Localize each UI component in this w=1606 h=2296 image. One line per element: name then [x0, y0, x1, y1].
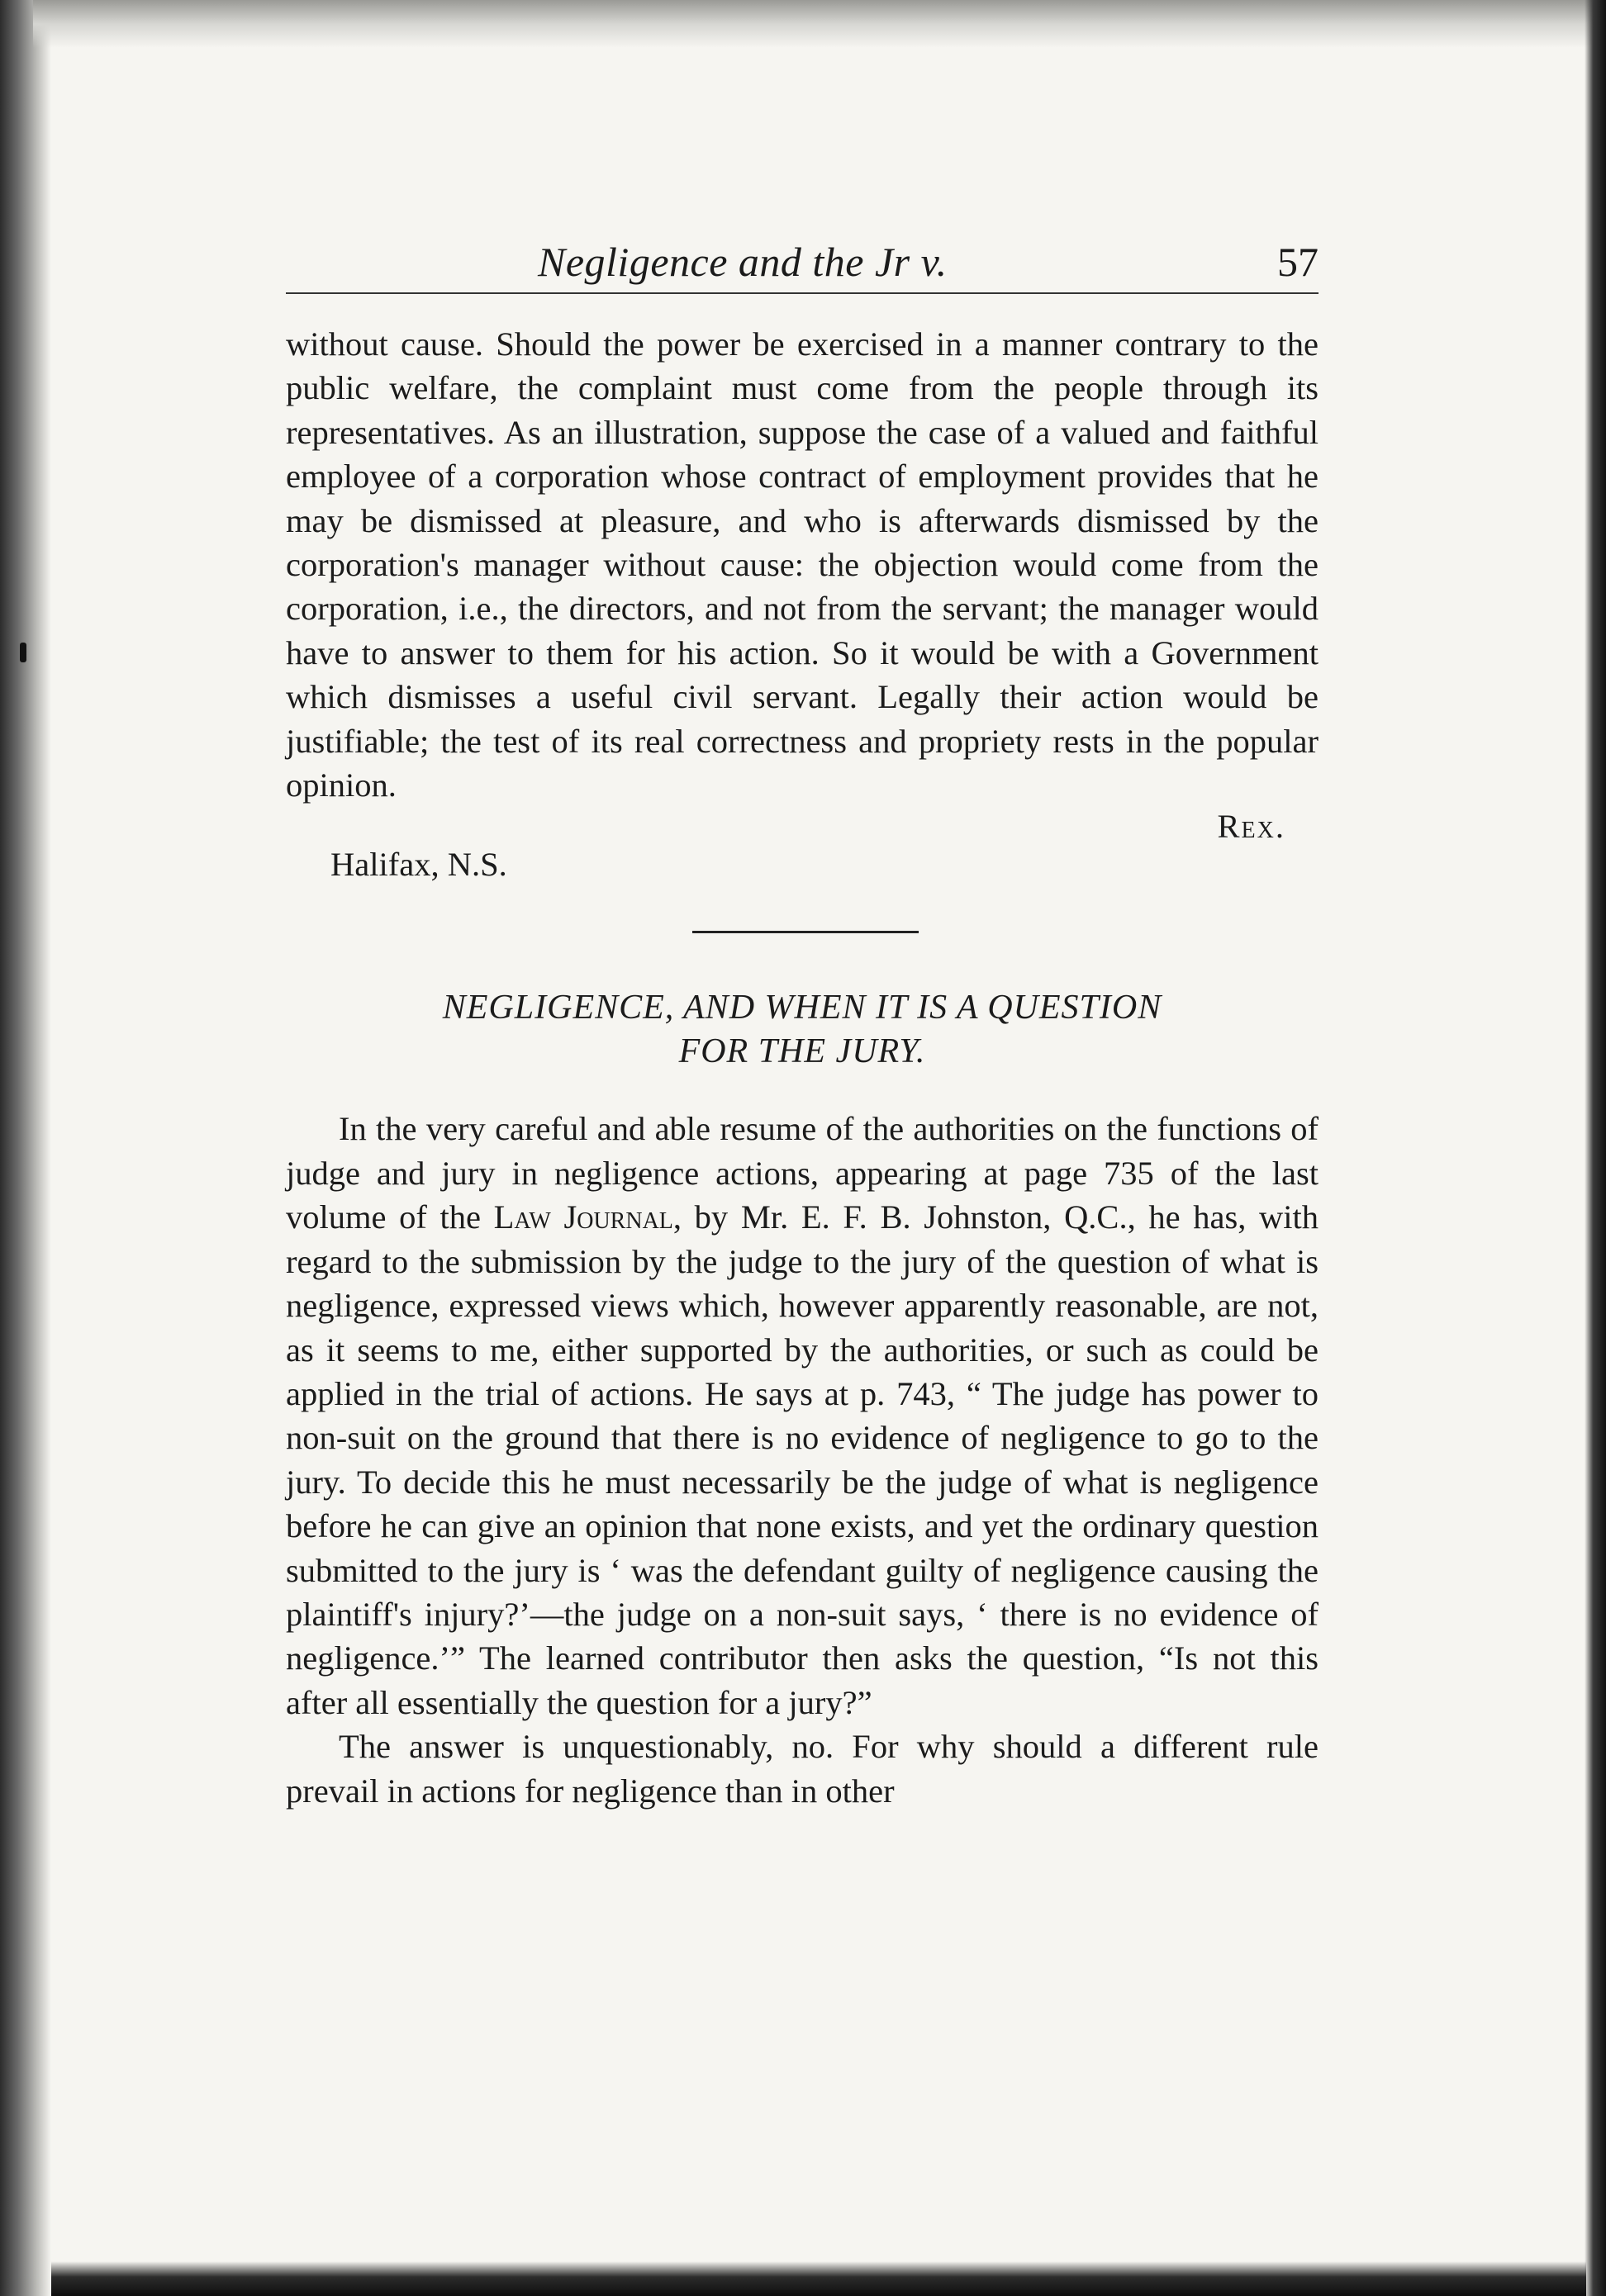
- article-paragraph-2: The answer is unquestionably, no. For why should a different rule prevail in actions for negligence than in other: [286, 1728, 1319, 1810]
- section-divider: [692, 931, 919, 933]
- scan-left-edge: [0, 0, 51, 2296]
- scan-bottom-edge: [51, 2261, 1586, 2296]
- page-number: 57: [1277, 239, 1319, 285]
- running-head-title: Negligence and the Jr v.: [538, 239, 948, 285]
- continued-text: [286, 322, 1319, 807]
- scan-right-edge: [1585, 0, 1606, 2296]
- paragraph-1-part-a: In the very careful and able resume of the authorities on the functions of judge and jury in negligence actions, appearing at page 735 of the last volume of the: [286, 1110, 1319, 1236]
- margin-mark: [20, 643, 26, 662]
- signature-name: Rex.: [1217, 808, 1285, 846]
- article-title-line-2: FOR THE JURY.: [678, 1032, 926, 1071]
- paragraph-1-part-b: , by Mr. E. F. B. Johnston, Q.C., he has, with regard to the submission by the judge to the jury of the question of what is negligence, expressed views which, however apparently reasonable, are not, as it seems to me, either supported by the authorities, or such as could be applied in the trial of actions. He says at p. 743, “ The judge has power to non-suit on the ground that there is no evidence of negligence to go to the jury. To decide this he must necessarily be the judge of what is negligence before he can give an opinion that none exists, and yet the ordinary question submitted to the jury is ‘ was the defendant guilty of negligence causing the plaintiff's injury?’—the judge on a non-suit says, ‘ there is no evidence of negligence.’” The learned contributor then asks the question, “Is not this after all essentially the question for a jury?”: [286, 1198, 1319, 1721]
- article-body: [286, 1107, 1319, 1813]
- signature-block: [286, 807, 1319, 898]
- journal-name: Law Journal: [493, 1198, 673, 1236]
- running-head: [286, 231, 1319, 297]
- page: [286, 231, 1319, 1813]
- signature-place: Halifax, N.S.: [330, 846, 507, 884]
- scan-top-edge: [33, 0, 1594, 48]
- article-title: [286, 986, 1319, 1074]
- article-paragraph-1: [286, 1107, 1319, 1724]
- header-rule: [286, 292, 1319, 294]
- article-title-line-1: NEGLIGENCE, AND WHEN IT IS A QUESTION: [442, 989, 1162, 1027]
- continued-paragraph: without cause. Should the power be exercised in a manner contrary to the public welfare, the complaint must come from the people through its representatives. As an illustration, suppose the case of a valued and faithful employee of a corporation whose contract of employment provides that he may be dismissed at pleasure, and who is afterwards dismissed by the corporation's manager without cause: the objection would come from the corporation, i.e., the directors, and not from the servant; the manager would have to answer to them for his action. So it would be with a Government which dismisses a useful civil servant. Legally their action would be justifiable; the test of its real correctness and propriety rests in the popular opinion.: [286, 325, 1319, 804]
